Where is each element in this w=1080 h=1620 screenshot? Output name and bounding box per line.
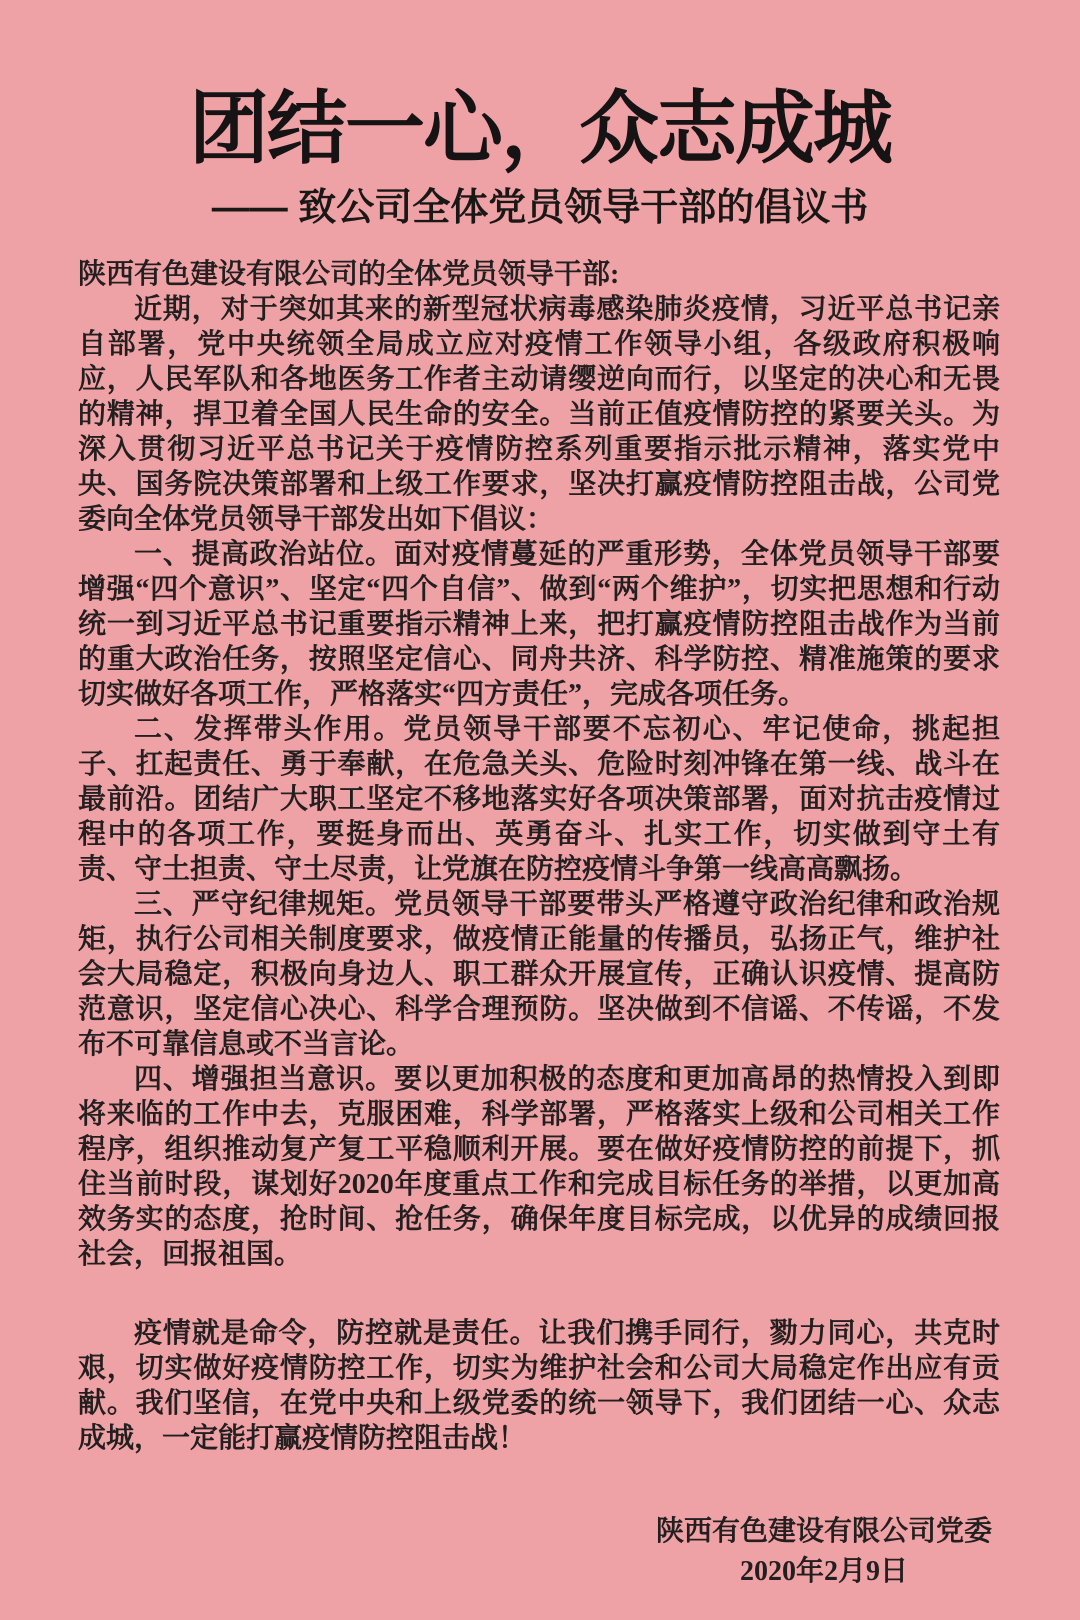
date-line: 2020年2月9日: [739, 1556, 908, 1588]
page-title: 团结一心，众志成城: [189, 84, 891, 173]
letter-body: [78, 257, 1000, 1456]
letter-header: [0, 0, 1080, 231]
signature-line: 陕西有色建设有限公司党委: [655, 1516, 992, 1548]
page-subtitle: —— 致公司全体党员领导干部的倡议书: [211, 186, 869, 229]
paragraph-item-4: 四、增强担当意识。要以更加积极的态度和更加高昂的热情投入到即将来临的工作中去，克服困难，科学部署，严格落实上级和公司相关工作程序，组织推动复产复工平稳顺利开展。要在做好疫情防控的前提下，抓住当前时段，谋划好2020年度重点工作和完成目标任务的举措，以更加高效务实的态度，抢时间、抢任务，确保年度目标完成，以优异的成绩回报社会，回报祖国。: [78, 1064, 1000, 1271]
paragraph-item-1: 一、提高政治站位。面对疫情蔓延的严重形势，全体党员领导干部要增强“四个意识”、坚定“四个自信”、做到“两个维护”，切实把思想和行动统一到习近平总书记重要指示精神上来，把打赢疫情防控阻击战作为当前的重大政治任务，按照坚定信心、同舟共济、科学防控、精准施策的要求切实做好各项工作，严格落实“四方责任”，完成各项任务。: [78, 539, 1000, 711]
signature-inner: [656, 1512, 992, 1592]
salutation: 陕西有色建设有限公司的全体党员领导干部:: [78, 259, 620, 291]
paragraph-closing: 疫情就是命令，防控就是责任。让我们携手同行，勠力同心，共克时艰，切实做好疫情防控工作，切实为维护社会和公司大局稳定作出应有贡献。我们坚信，在党中央和上级党委的统一领导下，我们团结一心、众志成城，一定能打赢疫情防控阻击战！: [78, 1318, 1000, 1455]
paragraph-intro: 近期，对于突如其来的新型冠状病毒感染肺炎疫情，习近平总书记亲自部署，党中央统领全局成立应对疫情工作领导小组，各级政府积极响应，人民军队和各地医务工作者主动请缨逆向而行，以坚定的决心和无畏的精神，捍卫着全国人民生命的安全。当前正值疫情防控的紧要关头。为深入贯彻习近平总书记关于疫情防控系列重要指示批示精神，落实党中央、国务院决策部署和上级工作要求，坚决打赢疫情防控阻击战，公司党委向全体党员领导干部发出如下倡议：: [78, 294, 1000, 536]
signature-block: [0, 1512, 992, 1592]
paragraph-item-2: 二、发挥带头作用。党员领导干部要不忘初心、牢记使命，挑起担子、扛起责任、勇于奉献，在危急关头、危险时刻冲锋在第一线、战斗在最前沿。团结广大职工坚定不移地落实好各项决策部署，面对抗击疫情过程中的各项工作，要挺身而出、英勇奋斗、扎实工作，切实做到守土有责、守土担责、守土尽责，让党旗在防控疫情斗争第一线高高飘扬。: [78, 714, 1000, 886]
paragraph-item-3: 三、严守纪律规矩。党员领导干部要带头严格遵守政治纪律和政治规矩，执行公司相关制度要求，做疫情正能量的传播员，弘扬正气，维护社会大局稳定，积极向身边人、职工群众开展宣传，正确认识疫情、提高防范意识，坚定信心决心、科学合理预防。坚决做到不信谣、不传谣，不发布不可靠信息或不当言论。: [78, 889, 1000, 1061]
